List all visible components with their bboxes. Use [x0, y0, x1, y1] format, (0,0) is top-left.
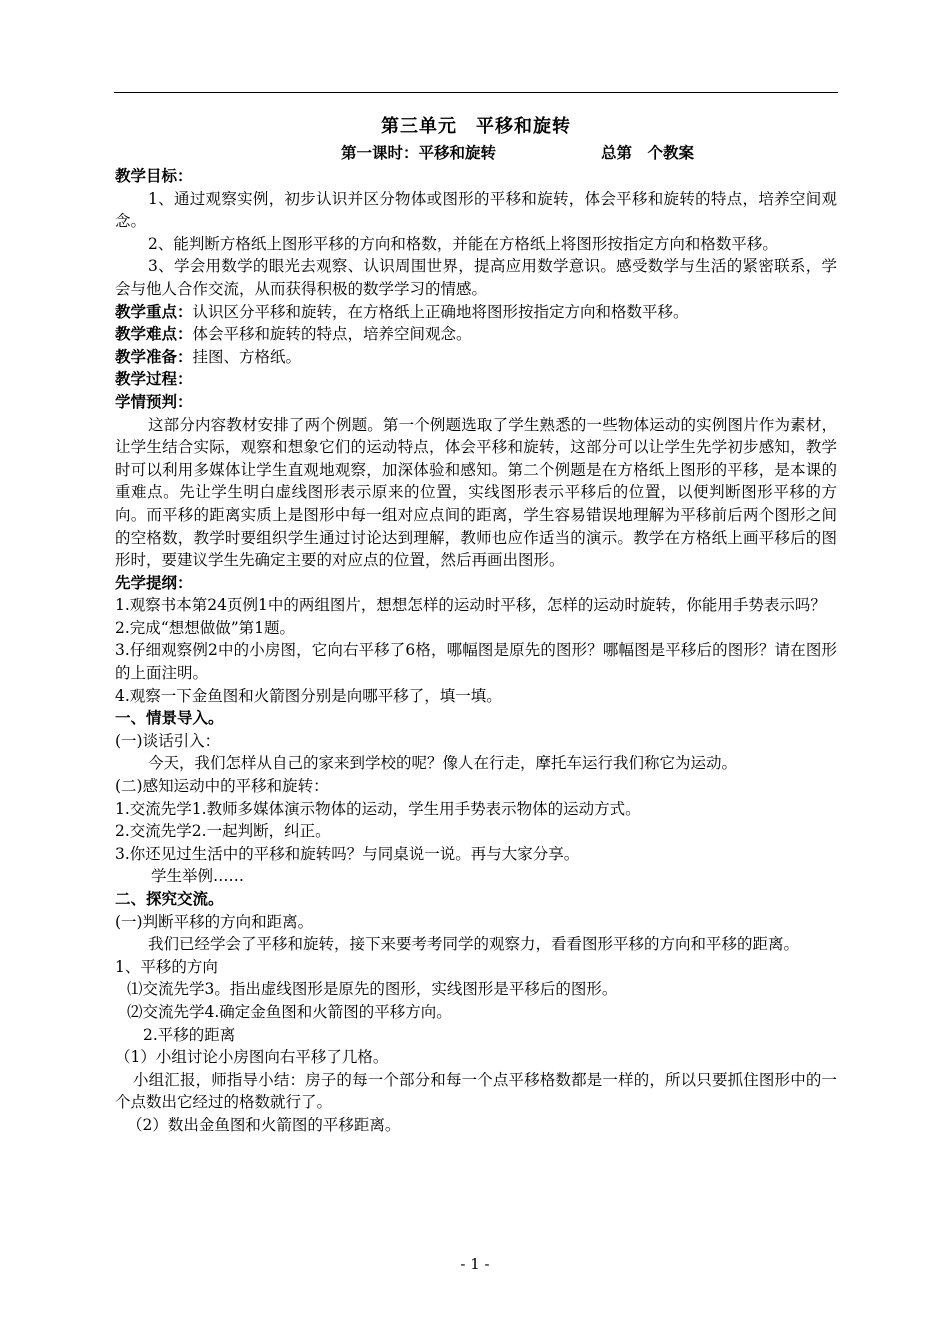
prestudy-item: 4.观察一下金鱼图和火箭图分别是向哪平移了，填一填。 [115, 686, 502, 705]
section1-sub2: (二)感知运动中的平移和旋转： [115, 777, 329, 796]
lesson-total: 总第 个教案 [601, 143, 695, 162]
section1-sub1-text: 今天，我们怎样从自己的家来到学校的呢？像人在行走，摩托车运行我们称它为运动。 [148, 754, 738, 773]
document-body [115, 113, 837, 1137]
lesson-name: 第一课时：平移和旋转 [341, 143, 497, 162]
direction-item: ⑵交流先学4.确定金鱼图和火箭图的平移方向。 [127, 1002, 452, 1021]
section1-sub1: (一)谈话引入： [115, 731, 221, 750]
section1-item: 2.交流先学2.一起判断，纠正。 [115, 822, 331, 841]
prestudy-item: 3.仔细观察例2中的小房图，它向右平移了6格，哪幅图是原先的图形？哪幅图是平移后的图形？请在图形的上面注明。 [115, 641, 837, 683]
objective-item: 3、学会用数学的眼光去观察、认识周围世界，提高应用数学意识。感受数学与生活的紧密联系，学会与他人合作交流，从而获得积极的数学学习的情感。 [115, 257, 837, 298]
key-point [115, 301, 837, 324]
prestudy-item: 1.观察书本第24页例1中的两组图片，想想怎样的运动时平移，怎样的运动时旋转，你能用手势表示吗？ [115, 596, 826, 615]
process-label: 教学过程： [115, 369, 193, 389]
header-rule [114, 92, 838, 93]
preparation-text: 挂图、方格纸。 [192, 347, 302, 366]
difficulty-label: 教学难点： [115, 324, 193, 344]
prestudy-label: 先学提纲： [115, 572, 193, 592]
objectives-label: 教学目标： [115, 166, 193, 185]
difficulty-text: 体会平移和旋转的特点，培养空间观念。 [192, 325, 472, 344]
distance-heading: 2.平移的距离 [143, 1025, 236, 1044]
page-number: - 1 - [460, 1255, 490, 1273]
difficulty [115, 323, 837, 346]
objective-item: 2、能判断方格纸上图形平移的方向和格数，并能在方格纸上将图形按指定方向和格数平移。 [148, 234, 778, 253]
section1-item: 3.你还见过生活中的平移和旋转吗？与同桌说一说。再与大家分享。 [115, 844, 580, 863]
section2-intro: 我们已经学会了平移和旋转，接下来要考考同学的观察力，看看图形平移的方向和平移的距离。 [148, 935, 800, 954]
section1-example: 学生举例…… [151, 867, 245, 886]
prediction-text: 这部分内容教材安排了两个例题。第一个例题选取了学生熟悉的一些物体运动的实例图片作为素材，让学生结合实际，观察和想象它们的运动特点，体会平移和旋转，这部分可以让学生先学初步感知，教学时可以利用多媒体让学生直观地观察，加深体验和感知。第二个例题是在方格纸上图形的平移，是本课的重难点。先让学生明白虚线图形表示原来的位置，实线图形表示平移后的位置，以便判断图形平移的方向。而平移的距离实质上是图形中每一组对应点间的距离，学生容易错误地理解为平移前后两个图形之间的空格数，教学时要组织学生通过讨论达到理解，教师也应作适当的演示。教学在方格纸上画平移后的图形时，要建议学生先确定主要的对应点的位置，然后再画出图形。 [115, 415, 837, 570]
lesson-subtitle [115, 141, 837, 165]
section1-item: 1.交流先学1.教师多媒体演示物体的运动，学生用手势表示物体的运动方式。 [115, 799, 641, 818]
distance-item: （2）数出金鱼图和火箭图的平移距离。 [127, 1115, 401, 1134]
direction-heading: 1、平移的方向 [115, 957, 218, 976]
direction-item: ⑴交流先学3。指出虚线图形是原先的图形，实线图形是平移后的图形。 [127, 980, 618, 999]
section2-heading: 二、探究交流。 [115, 889, 224, 908]
prediction-label: 学情预判： [115, 391, 193, 411]
preparation [115, 346, 837, 369]
key-point-text: 认识区分平移和旋转，在方格纸上正确地将图形按指定方向和格数平移。 [192, 302, 689, 321]
key-point-label: 教学重点： [115, 301, 193, 321]
section1-heading: 一、情景导入。 [115, 708, 224, 728]
objective-item: 1、通过观察实例，初步认识并区分物体或图形的平移和旋转，体会平移和旋转的特点，培养空间观念。 [115, 189, 837, 231]
unit-title: 第三单元 平移和旋转 [381, 116, 571, 137]
distance-summary: 小组汇报，师指导小结：房子的每一个部分和每一个点平移格数都是一样的，所以只要抓住图形中的一个点数出它经过的格数就行了。 [115, 1070, 837, 1112]
distance-item: （1）小组讨论小房图向右平移了几格。 [115, 1048, 389, 1067]
preparation-label: 教学准备： [115, 346, 193, 366]
section2-sub1: (一)判断平移的方向和距离。 [115, 912, 314, 931]
prestudy-item: 2.完成“想想做做”第1题。 [115, 618, 295, 637]
